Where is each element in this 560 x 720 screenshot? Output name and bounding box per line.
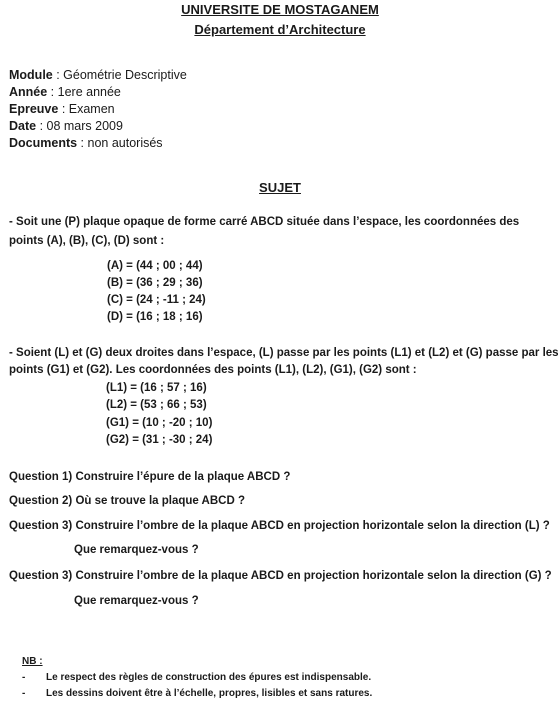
nb-dash: -: [22, 688, 26, 699]
meta-label: Documents: [9, 136, 78, 150]
meta-value: : 08 mars 2009: [36, 119, 123, 133]
question-2: Question 2) Où se trouve la plaque ABCD ?: [9, 495, 245, 507]
meta-label: Date: [9, 119, 37, 133]
meta-documents: [9, 136, 163, 150]
coord-b: (B) = (36 ; 29 ; 36): [107, 277, 203, 289]
meta-epreuve: [9, 102, 115, 116]
coord-l2: (L2) = (53 ; 66 ; 53): [106, 399, 207, 411]
part1-line2: points (A), (B), (C), (D) sont :: [9, 235, 165, 247]
part1-line1: - Soit une (P) plaque opaque de forme carré ABCD située dans l’espace, les coordonnées des: [9, 216, 520, 228]
coord-c: (C) = (24 ; -11 ; 24): [107, 294, 206, 306]
meta-annee: [9, 85, 121, 99]
meta-value: : non autorisés: [77, 136, 163, 150]
meta-value: : 1ere année: [47, 85, 121, 99]
question-3-l-remark: Que remarquez-vous ?: [74, 544, 199, 556]
meta-value: : Géométrie Descriptive: [52, 68, 187, 82]
nb-title: NB :: [22, 656, 43, 667]
meta-value: : Examen: [58, 102, 115, 116]
coord-g1: (G1) = (10 ; -20 ; 10): [106, 417, 213, 429]
university-title: UNIVERSITE DE MOSTAGANEM: [181, 2, 379, 17]
nb-dash: -: [22, 672, 26, 683]
part2-line2: points (G1) et (G2). Les coordonnées des points (L1), (L2), (G1), (G2) sont :: [9, 364, 417, 376]
meta-label: Epreuve: [9, 102, 59, 116]
meta-label: Module: [9, 68, 53, 82]
nb-item: [22, 672, 371, 683]
meta-date: [9, 119, 123, 133]
question-3-g: Question 3) Construire l’ombre de la plaque ABCD en projection horizontale selon la direction (G) ?: [9, 570, 552, 582]
nb-item-text: Le respect des règles de construction des épures est indispensable.: [46, 672, 372, 683]
department-title: Département d’Architecture: [194, 22, 366, 37]
coord-l1: (L1) = (16 ; 57 ; 16): [106, 382, 207, 394]
meta-label: Année: [9, 85, 48, 99]
coord-g2: (G2) = (31 ; -30 ; 24): [106, 434, 213, 446]
coord-d: (D) = (16 ; 18 ; 16): [107, 311, 203, 323]
part2-line1: - Soient (L) et (G) deux droites dans l’espace, (L) passe par les points (L1) et (L2) et (G) passe par les: [9, 347, 559, 359]
nb-item: [22, 688, 372, 699]
question-3-l: Question 3) Construire l’ombre de la plaque ABCD en projection horizontale selon la direction (L) ?: [9, 520, 550, 532]
meta-module: [9, 68, 187, 82]
question-1: Question 1) Construire l’épure de la plaque ABCD ?: [9, 471, 291, 483]
coord-a: (A) = (44 ; 00 ; 44): [107, 260, 203, 272]
nb-item-text: Les dessins doivent être à l’échelle, propres, lisibles et sans ratures.: [46, 688, 373, 699]
question-3-g-remark: Que remarquez-vous ?: [74, 595, 199, 607]
sujet-title: SUJET: [259, 180, 301, 195]
